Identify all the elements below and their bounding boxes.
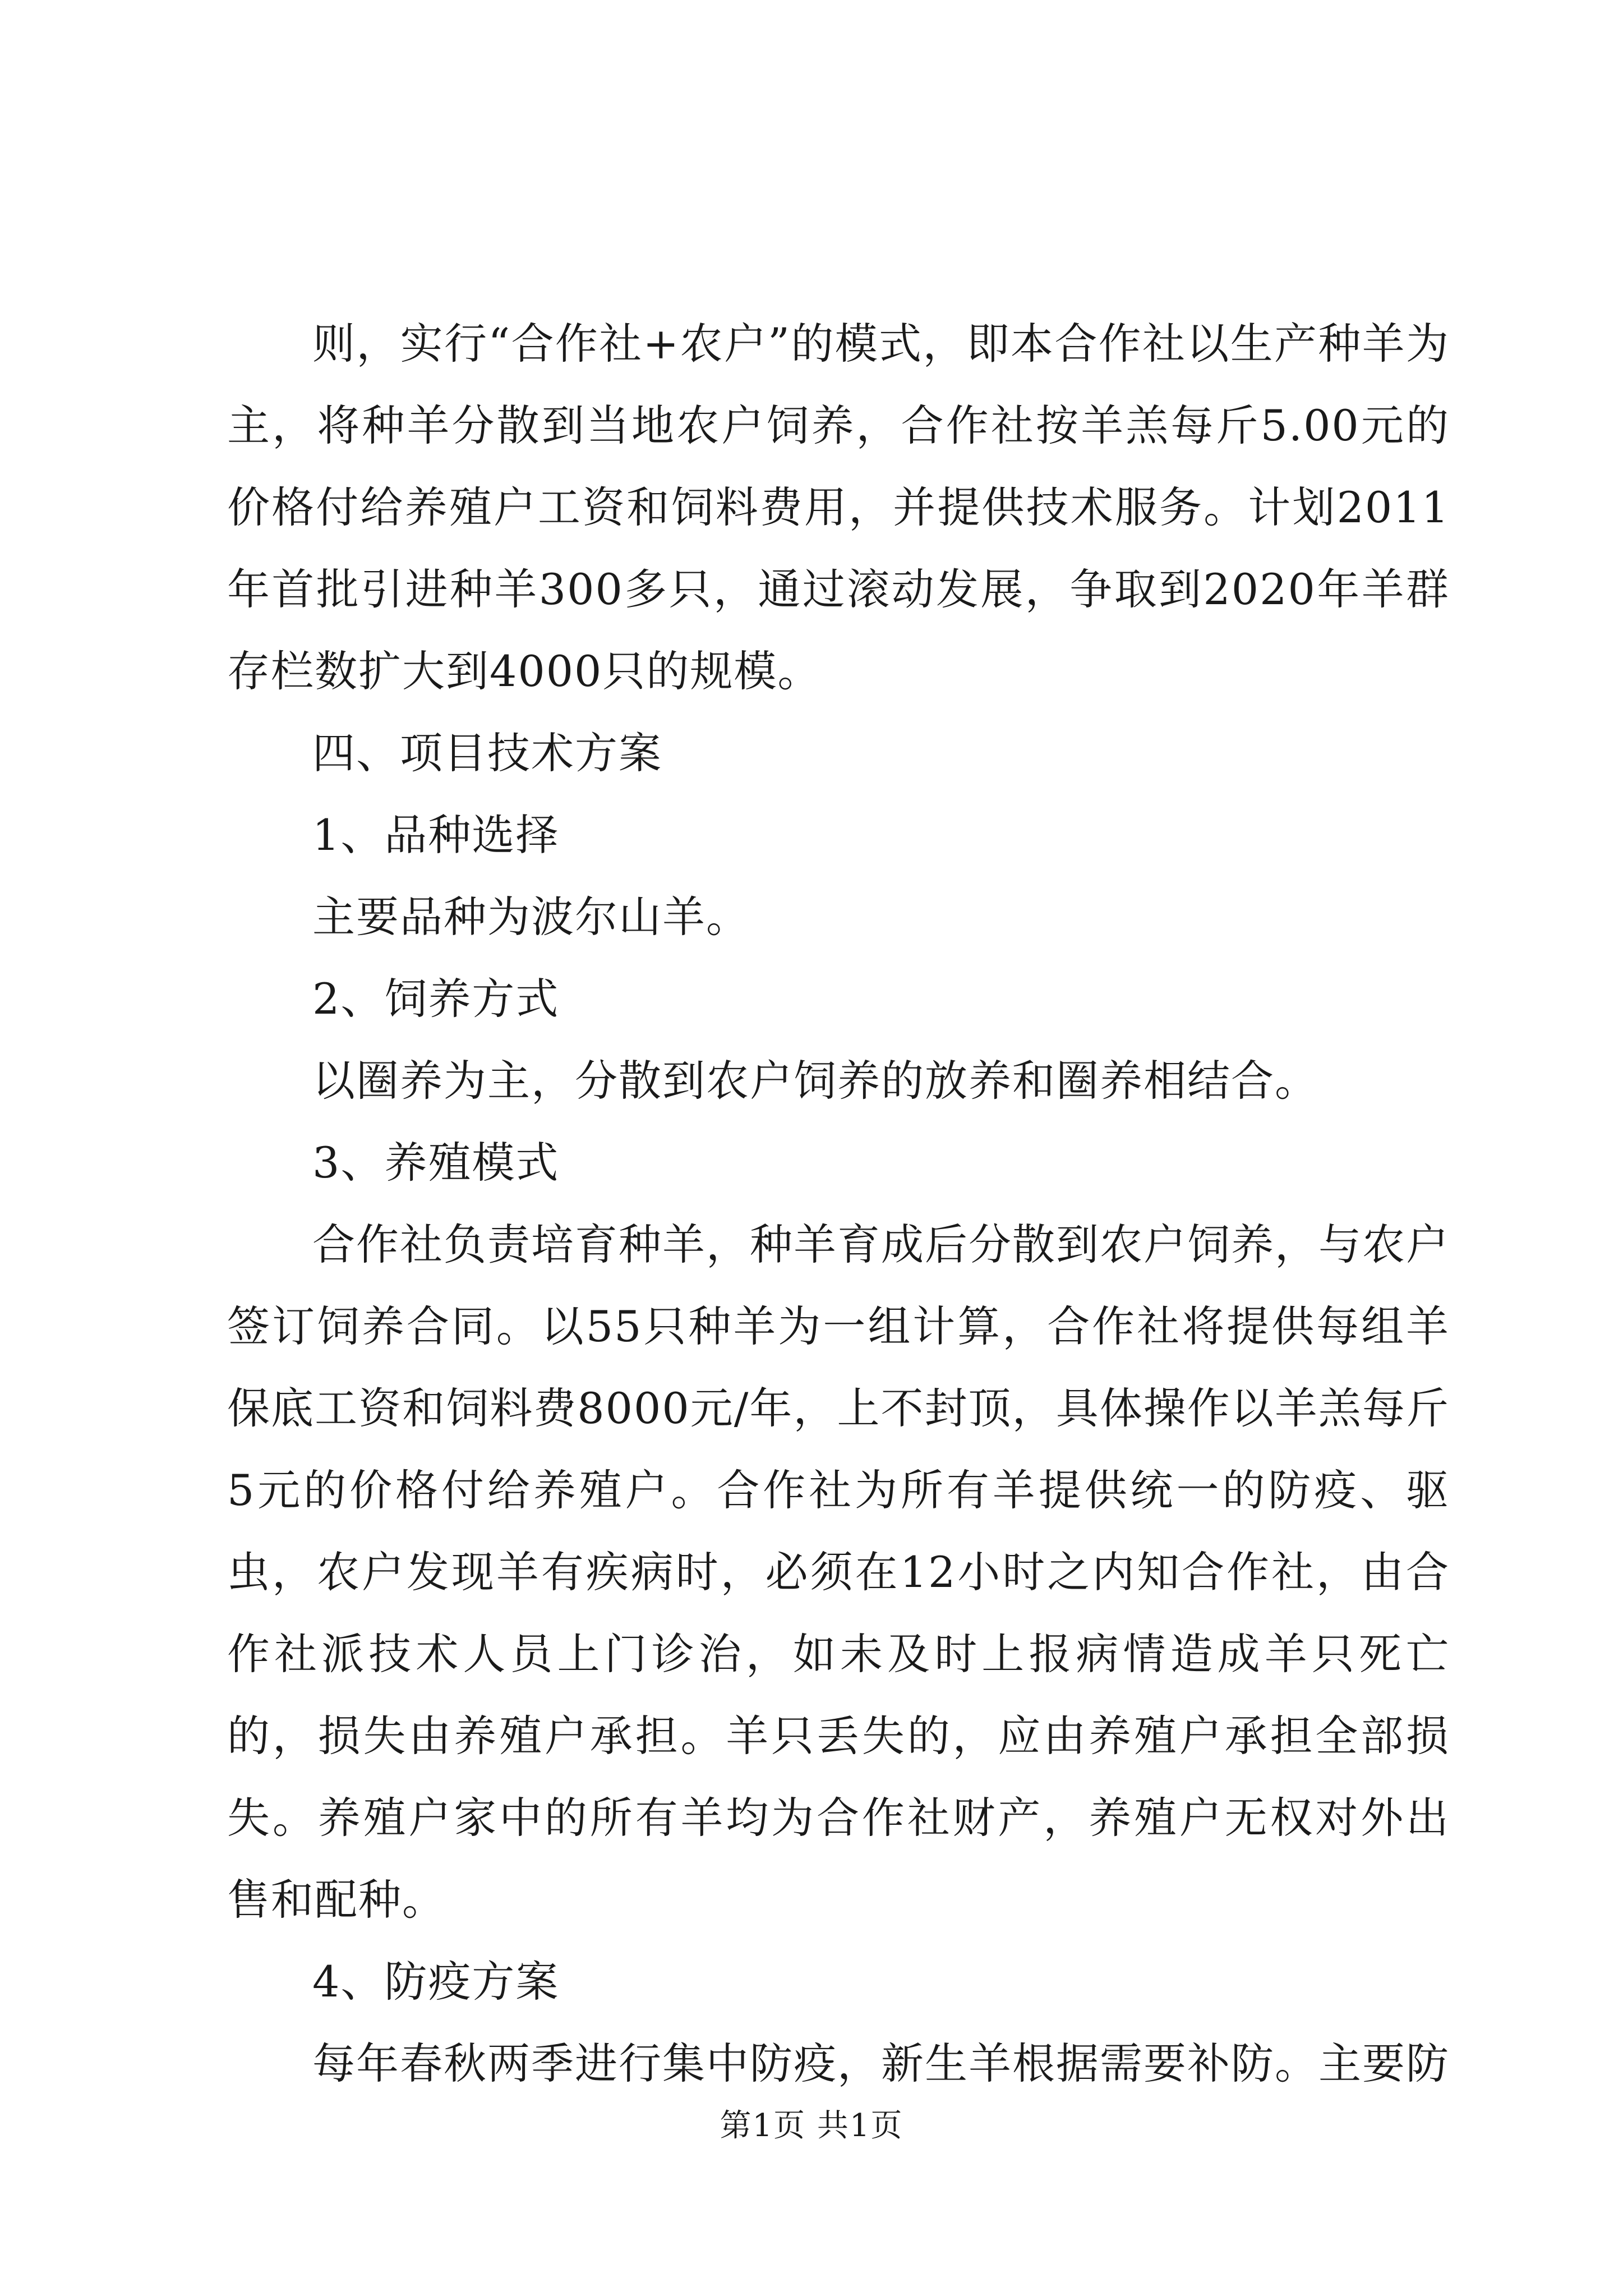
paragraph-cooperative-model: 则，实行“合作社+农户”的模式，即本合作社以生产种羊为主，将种羊分散到当地农户饲养，合作社按羊羔每斤5.00元的价格付给养殖户工资和饲料费用，并提供技术服务。计划2011年首批引进种羊300多只，通过滚动发展，争取到2020年羊群存栏数扩大到4000只的规模。	[227, 319, 1450, 696]
page-footer: 第1页 共1页	[720, 2108, 903, 2144]
subheading-breed-selection: 1、品种选择	[312, 810, 560, 860]
subheading-epidemic-prevention: 4、防疫方案	[312, 1957, 560, 2007]
paragraph-feeding-method: 以圈养为主，分散到农户饲养的放养和圈养相结合。	[312, 1056, 1318, 1106]
paragraph-main-breed: 主要品种为波尔山羊。	[312, 892, 750, 942]
section-heading-technical-plan: 四、项目技术方案	[312, 728, 662, 778]
paragraph-epidemic-prevention: 每年春秋两季进行集中防疫，新生羊根据需要补防。主要防	[312, 2039, 1450, 2088]
subheading-breeding-model: 3、养殖模式	[312, 1138, 560, 1188]
document-body	[227, 303, 1450, 2105]
subheading-feeding-method: 2、饲养方式	[312, 974, 560, 1024]
paragraph-breeding-model: 合作社负责培育种羊，种羊育成后分散到农户饲养，与农户签订饲养合同。以55只种羊为一组计算，合作社将提供每组羊保底工资和饲料费8000元/年，上不封顶，具体操作以羊羔每斤5元的价格付给养殖户。合作社为所有羊提供统一的防疫、驱虫，农户发现羊有疾病时，必须在12小时之内知合作社，由合作社派技术人员上门诊治，如未及时上报病情造成羊只死亡的，损失由养殖户承担。羊只丢失的，应由养殖户承担全部损失。养殖户家中的所有羊均为合作社财产，养殖户无权对外出售和配种。	[227, 1220, 1450, 1925]
